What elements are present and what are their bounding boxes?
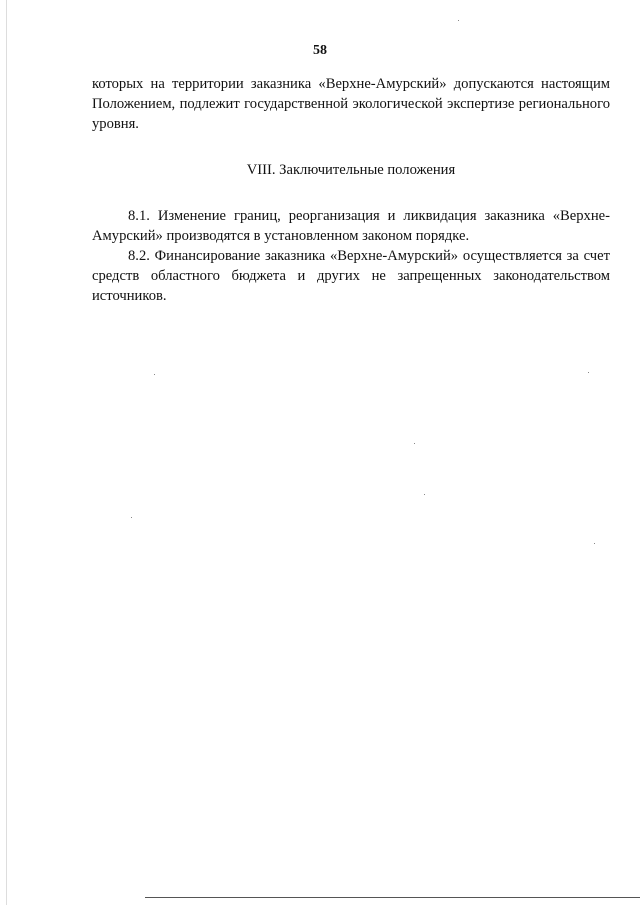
scan-speck [458, 20, 459, 21]
scan-speck [424, 494, 425, 495]
scan-speck [154, 374, 155, 375]
scan-edge [6, 0, 7, 905]
page-number: 58 [313, 43, 327, 58]
paragraph-8-2: 8.2. Финансирование заказника «Верхне-Амурский» осуществляется за счет средств областного бюджета и других не запрещенных законодательством источников. [92, 248, 610, 304]
scan-bottom-edge [145, 897, 640, 898]
page-body [92, 74, 610, 306]
paragraph-8-1: 8.1. Изменение границ, реорганизация и ликвидация заказника «Верхне-Амурский» производятся в установленном законом порядке. [92, 208, 610, 244]
scan-speck [588, 372, 589, 373]
intro-paragraph: которых на территории заказника «Верхне-Амурский» допускаются настоящим Положением, подлежит государственной экологической экспертизе регионального уровня. [92, 76, 610, 132]
section-heading: VIII. Заключительные положения [246, 162, 456, 178]
scan-speck [131, 517, 132, 518]
scan-speck [594, 543, 595, 544]
scan-speck [414, 443, 415, 444]
